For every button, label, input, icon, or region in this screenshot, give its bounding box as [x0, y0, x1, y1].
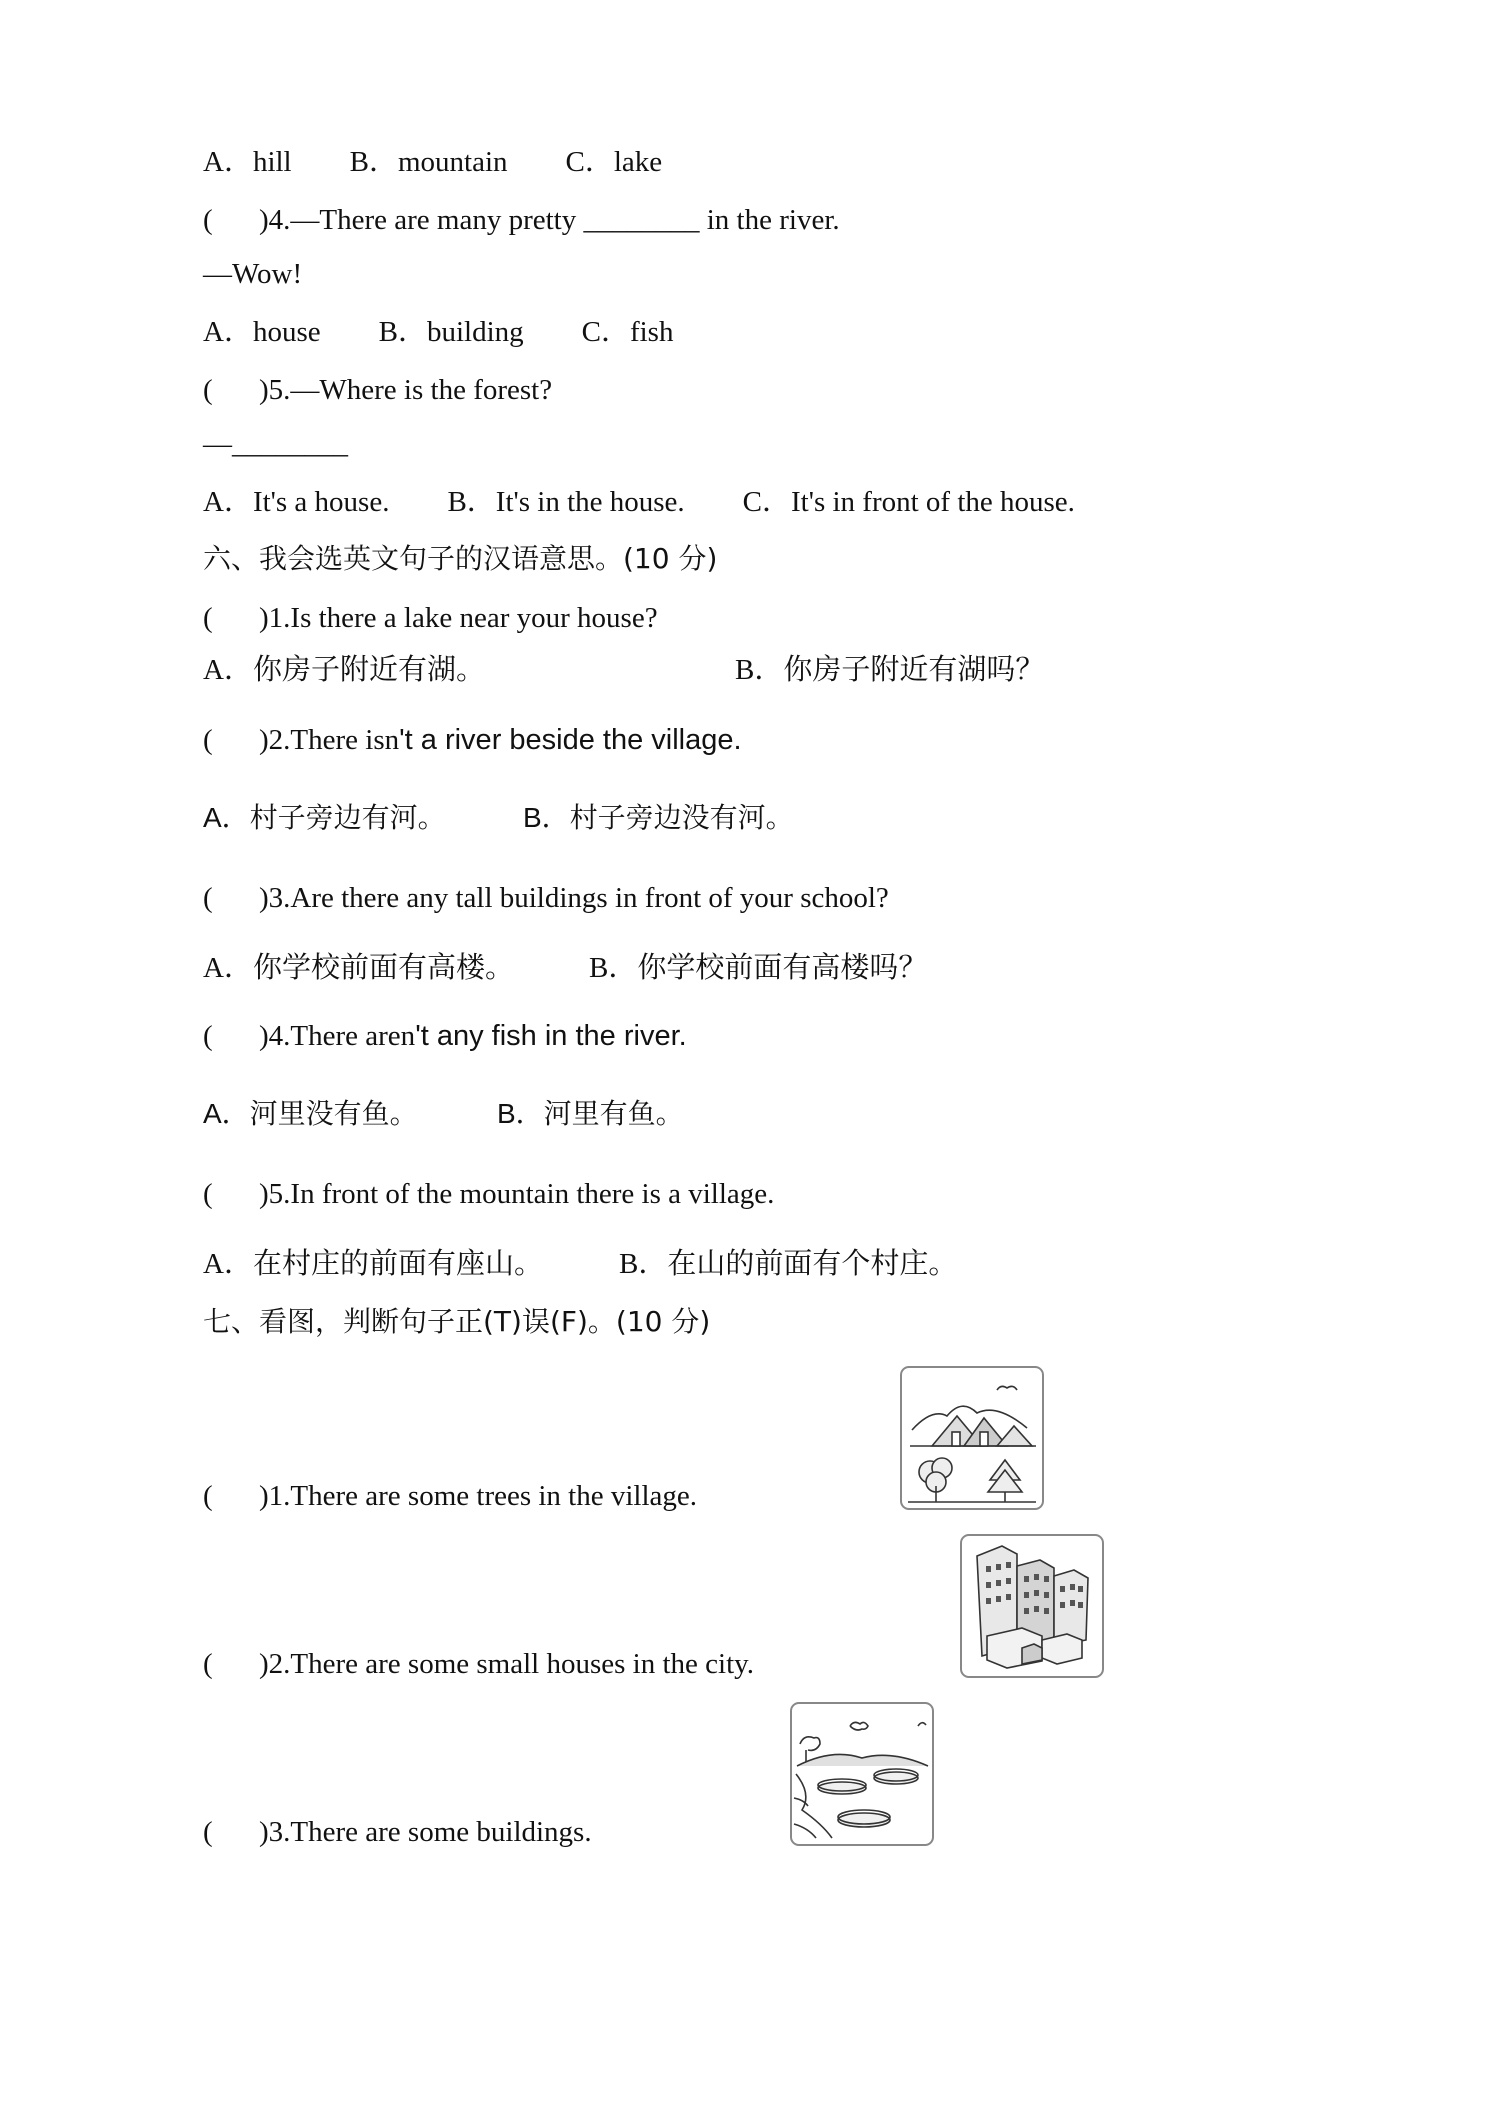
question-stem: )1.Is there a lake near your house?: [259, 602, 658, 634]
question-stem: )5.—Where is the forest?: [259, 374, 553, 406]
s6-q2-options: [203, 804, 794, 832]
question-stem-part: )4.There aren: [259, 1020, 416, 1052]
answer-bracket[interactable]: (: [203, 1816, 213, 1848]
village-trees-icon: [902, 1368, 1042, 1508]
option-a: A．It's a house.: [203, 486, 390, 518]
option-c: C．fish: [581, 316, 674, 348]
s6-q4-options: [203, 1100, 684, 1128]
answer-bracket[interactable]: (: [203, 204, 213, 236]
section-6-heading: 六、我会选英文句子的汉语意思。(10 分): [203, 542, 718, 575]
option-a: A．house: [203, 316, 321, 348]
city-buildings-picture: [960, 1534, 1104, 1678]
answer-bracket[interactable]: (: [203, 602, 213, 634]
answer-bracket[interactable]: (: [203, 882, 213, 914]
s6-question-5: [203, 1180, 774, 1209]
question-5: [203, 376, 552, 405]
answer-bracket[interactable]: (: [203, 724, 213, 756]
option-b: B．你房子附近有湖吗？: [735, 654, 1045, 686]
question-4-reply: —Wow!: [203, 258, 303, 290]
option-b: B．在山的前面有个村庄。: [619, 1248, 958, 1280]
q4-options: [203, 318, 731, 347]
answer-bracket[interactable]: (: [203, 1020, 213, 1052]
city-buildings-icon: [962, 1536, 1102, 1676]
village-with-trees-picture: [900, 1366, 1044, 1510]
s7-question-3: [203, 1818, 592, 1847]
option-a: A．你房子附近有湖。: [203, 654, 485, 686]
q5-options: [203, 488, 1133, 517]
answer-bracket[interactable]: (: [203, 1480, 213, 1512]
question-5-reply: —________: [203, 428, 348, 460]
section-7-heading: 七、看图，判断句子正(T)误(F)。(10 分): [203, 1305, 711, 1338]
lake-hills-picture: [790, 1702, 934, 1846]
option-b: B．村子旁边没有河。: [523, 802, 794, 833]
option-b: B．河里有鱼。: [497, 1098, 684, 1129]
s6-q5-options: [203, 1250, 957, 1279]
answer-bracket[interactable]: (: [203, 1178, 213, 1210]
option-b: B．building: [378, 316, 524, 348]
s6-question-1: [203, 604, 658, 633]
answer-bracket[interactable]: (: [203, 374, 213, 406]
question-stem-part: )2.There isn: [259, 724, 400, 756]
s6-question-3: [203, 884, 889, 913]
option-a: A．你学校前面有高楼。: [203, 952, 514, 984]
q3-options: [203, 148, 720, 177]
s6-question-2: [203, 726, 742, 755]
option-c: C．lake: [565, 146, 663, 178]
option-a: A．hill: [203, 146, 292, 178]
option-a: A．在村庄的前面有座山。: [203, 1248, 543, 1280]
question-stem-part: 't a river beside the village.: [399, 724, 742, 756]
s7-question-2: [203, 1650, 754, 1679]
s7-question-1: [203, 1482, 697, 1511]
answer-bracket[interactable]: (: [203, 1648, 213, 1680]
question-stem: )1.There are some trees in the village.: [259, 1480, 698, 1512]
question-4: [203, 206, 840, 235]
s6-q1-options: [203, 656, 1044, 685]
option-a: A．村子旁边有河。: [203, 802, 446, 833]
lake-hills-icon: [792, 1704, 932, 1844]
question-stem: )2.There are some small houses in the city.: [259, 1648, 754, 1680]
option-b: B．It's in the house.: [447, 486, 685, 518]
question-stem: )5.In front of the mountain there is a village.: [259, 1178, 775, 1210]
s6-question-4: [203, 1022, 687, 1051]
question-stem: )4.—There are many pretty ________ in the river.: [259, 204, 840, 236]
question-stem: )3.There are some buildings.: [259, 1816, 592, 1848]
s6-q3-options: [203, 954, 927, 983]
question-stem: )3.Are there any tall buildings in front of your school?: [259, 882, 889, 914]
option-c: C．It's in front of the house.: [742, 486, 1075, 518]
option-a: A．河里没有鱼。: [203, 1098, 418, 1129]
option-b: B．mountain: [349, 146, 508, 178]
question-stem-part: 't any fish in the river.: [415, 1020, 687, 1052]
option-b: B．你学校前面有高楼吗？: [589, 952, 928, 984]
